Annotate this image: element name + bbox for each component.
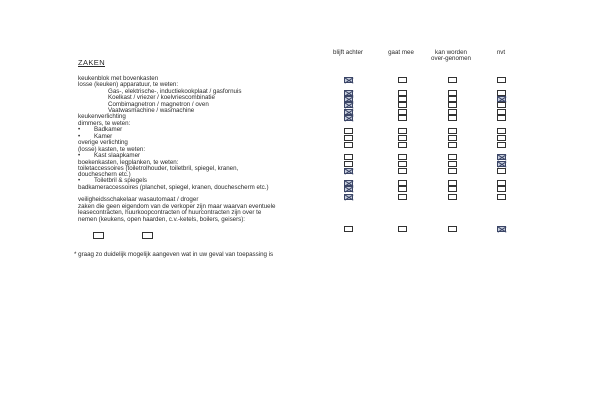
checkbox[interactable] — [497, 154, 506, 160]
row-label: Kast slaapkamer — [94, 152, 141, 159]
row-label: Kamer — [94, 133, 113, 140]
checkbox[interactable] — [344, 154, 353, 160]
checkbox[interactable] — [448, 115, 457, 121]
checkbox[interactable] — [344, 135, 353, 141]
checkbox[interactable] — [344, 142, 353, 148]
checkbox[interactable] — [344, 168, 353, 174]
checkbox[interactable] — [398, 186, 407, 192]
checkbox[interactable] — [497, 226, 506, 232]
table-row — [78, 185, 278, 191]
checkbox[interactable] — [497, 168, 506, 174]
checkbox[interactable] — [497, 194, 506, 200]
row-label: Combimagnetron / magnetron / oven — [108, 101, 209, 108]
row-label: boekenkasten, legplanken, te weten: — [78, 159, 179, 166]
col-header-gaat-mee: gaat mee — [388, 49, 414, 56]
row-label: badkameraccessoires (planchet, spiegel, kranen, douchescherm etc.) — [78, 184, 269, 191]
checkbox[interactable] — [344, 186, 353, 192]
checkbox[interactable] — [344, 128, 353, 134]
section-title: ZAKEN — [78, 58, 106, 67]
checkbox[interactable] — [344, 115, 353, 121]
checkbox[interactable] — [344, 226, 353, 232]
checkbox[interactable] — [398, 115, 407, 121]
checkbox[interactable] — [398, 77, 407, 83]
checkbox[interactable] — [344, 161, 353, 167]
bullet-marker: • — [78, 152, 81, 159]
checkbox[interactable] — [398, 142, 407, 148]
checkbox[interactable] — [497, 77, 506, 83]
row-label: Vaatwasmachine / wasmachine — [108, 107, 195, 114]
row-label: veiligheidsschakelaar wasautomaat / droger — [78, 196, 199, 203]
row-label: Badkamer — [94, 126, 123, 133]
checkbox[interactable] — [448, 186, 457, 192]
col-header-kan-worden-overgenomen: kan worden over-genomen — [431, 49, 471, 63]
row-label: Gas-, elektrische-, inductiekookplaat / gasfornuis — [108, 88, 242, 95]
checkbox[interactable] — [448, 128, 457, 134]
row-label: overige verlichting — [78, 139, 128, 146]
checkbox[interactable] — [448, 161, 457, 167]
row-label: toiletaccessoires (toiletrolhouder, toiletbril, spiegel, kranen, doucheschern etc.) — [78, 165, 239, 179]
footnote: * graag zo duidelijk mogelijk aangeven wat in uw geval van toepassing is — [74, 251, 274, 258]
row-label: Toiletbril & spiegels — [94, 177, 147, 184]
checkbox[interactable] — [398, 135, 407, 141]
checkbox[interactable] — [344, 77, 353, 83]
checkbox[interactable] — [497, 142, 506, 148]
checkbox[interactable] — [344, 102, 353, 108]
checkbox[interactable] — [398, 168, 407, 174]
table-row — [78, 204, 278, 223]
col-header-nvt: nvt — [496, 49, 506, 56]
checkbox[interactable] — [497, 128, 506, 134]
checkbox[interactable] — [448, 154, 457, 160]
row-label: dimmers, te weten: — [78, 120, 131, 127]
checkbox[interactable] — [497, 115, 506, 121]
checkbox[interactable] — [448, 168, 457, 174]
extra-checkbox-1[interactable] — [93, 232, 104, 239]
checkbox[interactable] — [398, 194, 407, 200]
checkbox[interactable] — [344, 194, 353, 200]
bullet-marker: • — [78, 126, 81, 133]
col-header-blijft-achter: blijft achter — [333, 49, 363, 56]
checkbox[interactable] — [497, 161, 506, 167]
checkbox[interactable] — [448, 102, 457, 108]
checkbox[interactable] — [497, 186, 506, 192]
checkbox[interactable] — [448, 142, 457, 148]
extra-checkbox-2[interactable] — [142, 232, 153, 239]
row-label: zaken die geen eigendom van de verkoper zijn maar waarvan eventuele leasecontracten, huurkoopcontracten of huurcontracten zijn over te nemen (keukens, open haarden, c.v.-ketels, boilers, geisers): — [78, 203, 276, 223]
checkbox[interactable] — [398, 154, 407, 160]
checkbox[interactable] — [497, 102, 506, 108]
checkbox[interactable] — [448, 77, 457, 83]
row-label: Koelkast / vriezer / koelvriescombinatie — [108, 94, 215, 101]
checkbox[interactable] — [448, 135, 457, 141]
bullet-marker: • — [78, 133, 81, 140]
row-label: keukenverlichting — [78, 113, 126, 120]
checkbox[interactable] — [398, 102, 407, 108]
checkbox[interactable] — [448, 226, 457, 232]
row-label: keukenblok met bovenkasten — [78, 75, 159, 82]
checkbox[interactable] — [497, 135, 506, 141]
row-label: (losse) kasten, te weten: — [78, 146, 146, 153]
checkbox[interactable] — [398, 128, 407, 134]
checkbox[interactable] — [448, 194, 457, 200]
checkbox[interactable] — [398, 226, 407, 232]
checkbox[interactable] — [398, 161, 407, 167]
bullet-marker: • — [78, 177, 81, 184]
row-label: losse (keuken) apparatuur, te weten: — [78, 81, 179, 88]
